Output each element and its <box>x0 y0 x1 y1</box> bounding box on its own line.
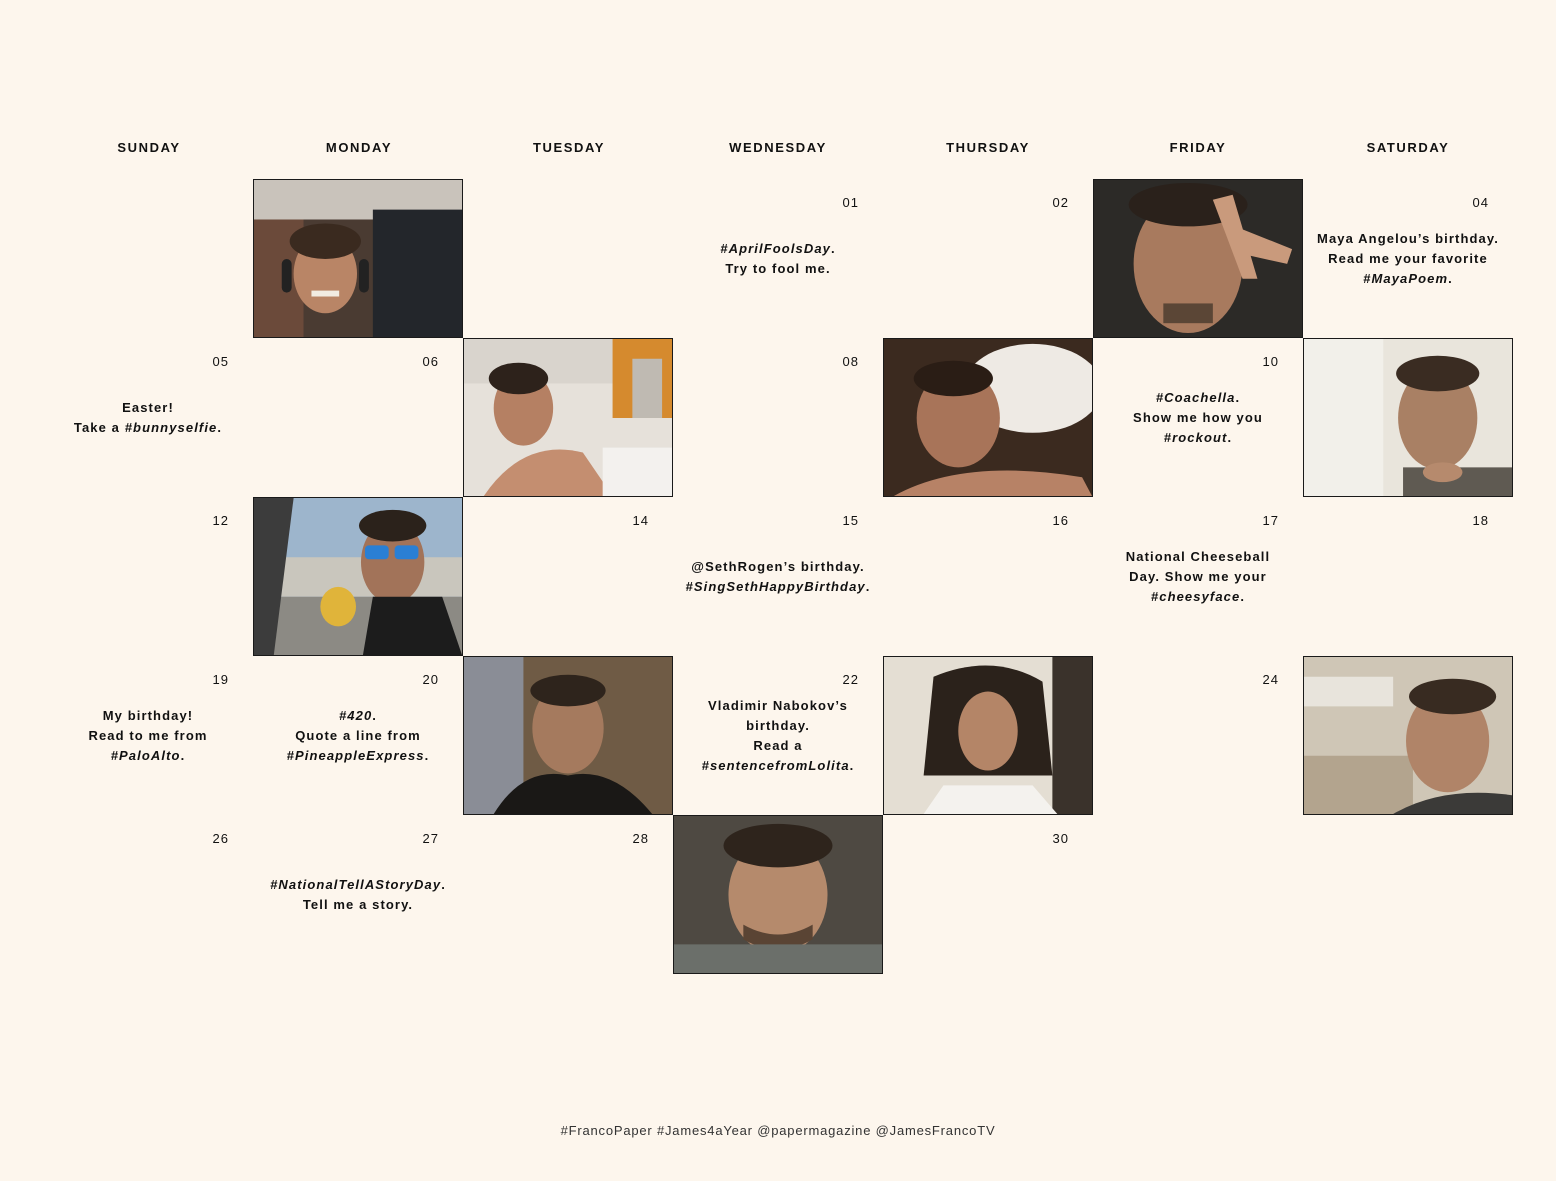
day-number: 04 <box>1472 195 1489 210</box>
selfie-photo-sleeping <box>883 338 1093 497</box>
calendar-day-28 <box>463 815 673 974</box>
calendar-day-20 <box>253 656 463 815</box>
hashtag: #sentencefromLolita <box>701 758 850 773</box>
day-number: 10 <box>1262 354 1279 369</box>
calendar-day-04 <box>1303 179 1513 338</box>
selfie-photo-smiling <box>673 815 883 974</box>
weekday-tuesday: TUESDAY <box>532 140 606 155</box>
calendar-day-12 <box>43 497 253 656</box>
day-number: 18 <box>1472 513 1489 528</box>
calendar-day-17 <box>1093 497 1303 656</box>
selfie-photo-sunglasses-car <box>253 497 463 656</box>
day-number: 28 <box>632 831 649 846</box>
calendar-day-26 <box>43 815 253 974</box>
calendar-day-05 <box>43 338 253 497</box>
calendar-day-06 <box>253 338 463 497</box>
day-number: 12 <box>212 513 229 528</box>
weekday-saturday: SATURDAY <box>1366 140 1450 155</box>
day-number: 05 <box>212 354 229 369</box>
selfie-photo-backstage <box>1303 656 1513 815</box>
day-note: Vladimir Nabokov’s birthday. Read a #sentencefromLolita. <box>701 698 855 773</box>
hashtag: #PaloAlto <box>110 748 181 763</box>
day-number: 30 <box>1052 831 1069 846</box>
calendar-day-15 <box>673 497 883 656</box>
calendar-day-30 <box>883 815 1093 974</box>
hashtag: #PineappleExpress <box>286 748 425 763</box>
hashtag: #Coachella <box>1155 390 1236 405</box>
hashtag: #420 <box>338 708 373 723</box>
selfie-photo-hand-on-chin <box>1303 338 1513 497</box>
day-note: @SethRogen’s birthday. #SingSethHappyBirthday. <box>685 559 871 594</box>
calendar-day-02 <box>883 179 1093 338</box>
day-number: 08 <box>842 354 859 369</box>
day-number: 15 <box>842 513 859 528</box>
day-note: #NationalTellAStoryDay. Tell me a story. <box>270 877 446 912</box>
day-number: 26 <box>212 831 229 846</box>
day-number: 06 <box>422 354 439 369</box>
selfie-photo-long-hair <box>883 656 1093 815</box>
day-number: 20 <box>422 672 439 687</box>
calendar-day-10 <box>1093 338 1303 497</box>
day-number: 02 <box>1052 195 1069 210</box>
hashtag: #cheesyface <box>1150 589 1241 604</box>
footer-hashtags: #FrancoPaper #James4aYear @papermagazine @JamesFrancoTV <box>560 1123 996 1138</box>
day-note: My birthday! Read to me from #PaloAlto. <box>88 708 208 763</box>
calendar-day-24 <box>1093 656 1303 815</box>
weekday-thursday: THURSDAY <box>946 140 1030 155</box>
selfie-photo-fur-collar <box>463 656 673 815</box>
weekday-friday: FRIDAY <box>1169 140 1227 155</box>
day-note: National Cheeseball Day. Show me your #cheesyface. <box>1125 549 1271 604</box>
weekday-sunday: SUNDAY <box>117 140 181 155</box>
day-number: 14 <box>632 513 649 528</box>
calendar-day-27 <box>253 815 463 974</box>
day-note: Maya Angelou’s birthday. Read me your favorite #MayaPoem. <box>1317 231 1499 286</box>
day-number: 19 <box>212 672 229 687</box>
hashtag: #bunnyselfie <box>124 420 218 435</box>
day-note: #Coachella. Show me how you #rockout. <box>1133 390 1263 445</box>
day-number: 24 <box>1262 672 1279 687</box>
calendar-day-14 <box>463 497 673 656</box>
selfie-photo-headphones <box>253 179 463 338</box>
day-note: Easter! Take a #bunnyselfie. <box>73 400 223 435</box>
hashtag: #SingSethHappyBirthday <box>685 579 866 594</box>
selfie-photo-in-bed <box>463 338 673 497</box>
day-number: 01 <box>842 195 859 210</box>
day-number: 27 <box>422 831 439 846</box>
hashtag: #rockout <box>1163 430 1228 445</box>
calendar-day-08 <box>673 338 883 497</box>
weekday-wednesday: WEDNESDAY <box>729 140 827 155</box>
hashtag: #MayaPoem <box>1363 271 1449 286</box>
hashtag: #AprilFoolsDay <box>720 241 832 256</box>
selfie-photo-peace-sign <box>1093 179 1303 338</box>
day-note: #AprilFoolsDay. Try to fool me. <box>720 241 836 276</box>
calendar-day-18 <box>1303 497 1513 656</box>
day-number: 16 <box>1052 513 1069 528</box>
calendar-day-01 <box>673 179 883 338</box>
day-number: 22 <box>842 672 859 687</box>
day-number: 17 <box>1262 513 1279 528</box>
weekday-monday: MONDAY <box>325 140 393 155</box>
calendar-day-19 <box>43 656 253 815</box>
hashtag: #NationalTellAStoryDay <box>270 877 442 892</box>
day-note: #420. Quote a line from #PineappleExpress. <box>286 708 430 763</box>
calendar-day-16 <box>883 497 1093 656</box>
calendar-day-22 <box>673 656 883 815</box>
